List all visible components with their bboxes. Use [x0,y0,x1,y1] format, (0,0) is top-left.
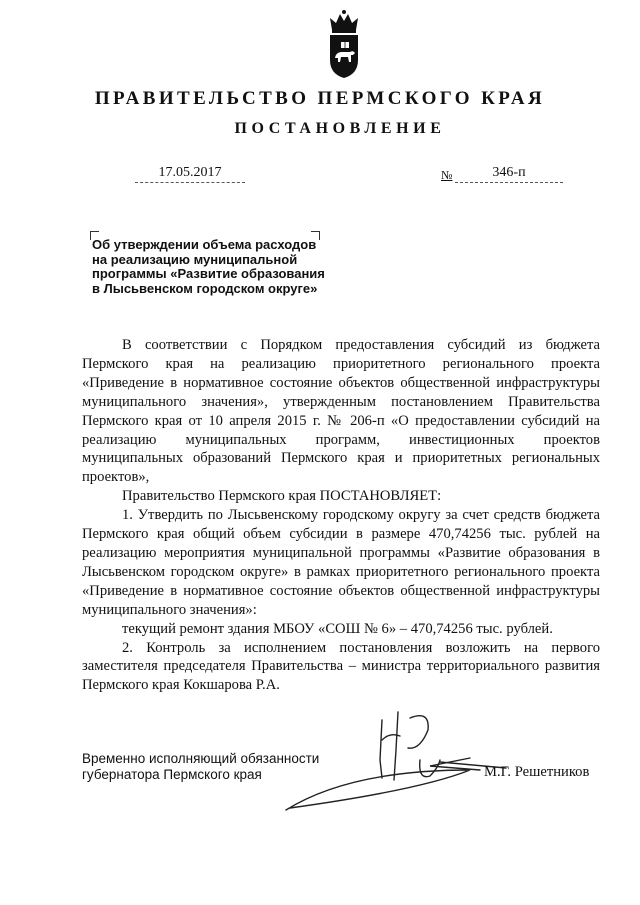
subject-line: в Лысьвенском городском округе» [92,280,318,296]
signer-position-line: губернатора Пермского края [82,767,262,782]
document-date: 17.05.2017 [135,165,245,183]
handwritten-signature [270,700,510,820]
subject-line: программы «Развитие образования [92,266,325,282]
signer-position-line: Временно исполняющий обязанности [82,751,320,766]
coat-of-arms-icon [324,8,364,80]
item-1-detail-paragraph: текущий ремонт здания МБОУ «СОШ № 6» – 470,74256 тыс. рублей. [122,620,553,637]
item-2-paragraph: 2. Контроль за исполнением постановления возложить на первого заместителя председателя Правительства – министра территориального развития Пермского края Кокшарова Р.А. [82,639,600,694]
number-label: № [441,168,453,182]
preamble-paragraph: В соответствии с Порядком предоставления субсидий из бюджета Пермского края на реализацию приоритетного регионального проекта «Приведение в нормативное состояние объектов общественной инфраструктуры муниципального значения», утвержденным постановлением Правительства Пермского края от 10 апреля 2015 г. № 206-п «О предоставлении субсидий на реализацию муниципальных программ, инвестиционных проектов муниципальных образований Пермского края и приоритетных региональных проектов», [82,337,600,486]
document-number: 346-п [455,165,563,183]
document-subject [92,238,352,296]
document-type: ПОСТАНОВЛЕНИЕ [234,120,446,137]
resolution-paragraph: Правительство Пермского края ПОСТАНОВЛЯЕТ: [122,488,442,505]
item-1-paragraph: 1. Утвердить по Лысьвенскому городскому округу за счет средств бюджета Пермского края общий объем субсидии в размере 470,74256 тыс. рублей на реализацию мероприятия муниципальной программы «Развитие образования в Лысьвенском городском округе» в рамках приоритетного регионального проекта «Приведение в нормативное состояние объектов общественной инфраструктуры муниципального значения»: [82,507,600,618]
subject-line: на реализацию муниципальной [92,251,298,267]
document-body [82,336,600,695]
government-title: ПРАВИТЕЛЬСТВО ПЕРМСКОГО КРАЯ [94,88,546,109]
signer-name: М.Г. Решетников [484,764,590,780]
subject-line: Об утверждении объема расходов [92,237,317,252]
